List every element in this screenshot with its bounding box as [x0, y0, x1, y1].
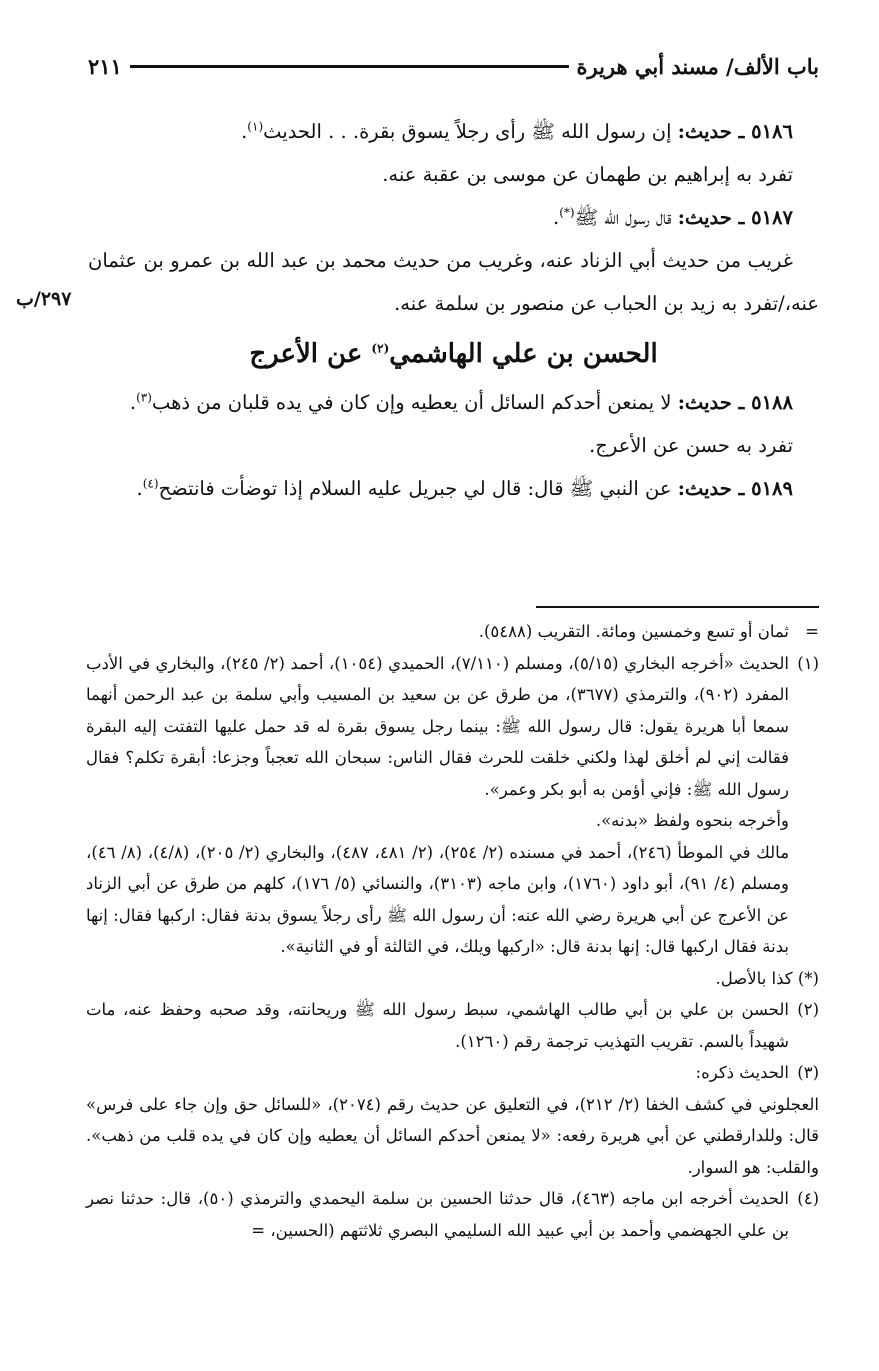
footnote-ref: (٤)	[142, 476, 159, 491]
footnote-1-line: مالك في الموطأ (٢٤٦)، أحمد في مسنده (٢/ ٢٥٤)، (٢/ ٤٨١، ٤٨٧)، والبخاري (٢/ ٢٠٥)، (٤/٨)، (٨/ ٤٦)، ومسلم (٤/ ٩١)، أبو داود (١٧٦٠)، وابن ماجه (٣١٠٣)، والنسائي (٥/ ١٧٦)، كلهم من طرق عن أبي الزناد عن الأعرج عن أبي هريرة رضي الله عنه: أن رسول الله ﷺ رأى رجلاً يسوق بدنة فقال: اركبها فقال: إنها بدنة فقال اركبها قال: إنها بدنة قال: «اركبها ويلك، في الثالثة أو في الثانية».	[86, 842, 790, 956]
footnote-4	[86, 1183, 819, 1246]
hadith-end: .	[136, 477, 143, 500]
footnote-number: (٣)	[797, 1063, 819, 1082]
footnote-number: (٢)	[797, 1000, 819, 1019]
footnotes	[86, 616, 819, 1246]
hadith-5186	[88, 110, 819, 153]
footnote-ref: (٢)	[371, 341, 390, 356]
section-title-end: عن الأعرج	[249, 339, 372, 369]
footnote-text: ثمان أو تسع وخمسين ومائة. التقريب (٥٤٨٨).	[478, 622, 789, 641]
footnote-text: الحسن بن علي بن أبي طالب الهاشمي، سبط رسول الله ﷺ وريحانته، وقد صحبه وحفظ عنه، مات شهيداً بالسم. تقريب التهذيب ترجمة رقم (١٢٦٠).	[86, 1000, 789, 1051]
hadith-label: ٥١٨٦ ـ حديث:	[677, 120, 793, 143]
hadith-end: .	[241, 120, 248, 143]
footnote-1	[86, 648, 819, 806]
footnote-continuation	[86, 616, 819, 648]
hadith-end: .	[553, 206, 560, 229]
running-title: باب الألف/ مسند أبي هريرة	[576, 53, 819, 79]
footnote-ref: (*)	[559, 205, 575, 220]
commentary-paragraph: تفرد به إبراهيم بن طهمان عن موسى بن عقبة عنه.	[382, 163, 793, 186]
section-heading	[88, 331, 819, 377]
hadith-label: ٥١٨٨ ـ حديث:	[677, 391, 793, 414]
hadith-5189	[88, 467, 819, 510]
footnote-marker: =	[805, 622, 819, 641]
footnote-text: الحديث «أخرجه البخاري (٥/١٥)، ومسلم (٧/١١٠)، الحميدي (١٠٥٤)، أحمد (٢/ ٢٤٥)، والبخاري في الأدب المفرد (٩٠٢)، والترمذي (٣٦٧٧)، من طرق عن بن سعيد بن المسيب وأبي سلمة بن عبد الرحمن أنهما سمعا أبا هريرة يقول: قال رسول الله ﷺ: بينما رجل يسوق بقرة له قد حمل عليها التفتت إليه البقرة فقالت إني لم أخلق لهذا ولكني خلقت للحرث فقال الناس: سبحان الله تعجباً وجزعا: أبقرة تكلم؟ فقال رسول الله ﷺ: فإني أؤمن به أبو بكر وعمر».	[86, 653, 789, 799]
hadith-text: قال رسول الله ﷺ	[574, 206, 678, 229]
hadith-text: عن النبي ﷺ قال: قال لي جبريل عليه السلام إذا توضأت فانتضح	[158, 477, 678, 500]
commentary-paragraph: غريب من حديث أبي الزناد عنه، وغريب من حديث محمد بن عبد الله بن عمرو بن عثمان عنه،/تفرد به زيد بن الحباب عن منصور بن سلمة عنه.	[88, 249, 819, 315]
footnote-separator	[536, 606, 819, 608]
footnote-2	[86, 994, 819, 1057]
hadith-end: .	[129, 391, 137, 414]
hadith-text: إن رسول الله ﷺ رأى رجلاً يسوق بقرة. . . الحديث	[263, 120, 678, 143]
footnote-ref: (١)	[247, 119, 264, 134]
footnote-text: الحديث أخرجه ابن ماجه (٤٦٣)، قال حدثنا الحسين بن سلمة اليحمدي والترمذي (٥٠)، قال: حدثنا نصر بن علي الجهضمي وأحمد بن أبي عبيد الله السليمي البصري ثلاثتهم (الحسين، =	[86, 1189, 789, 1240]
footnote-1-line: وأخرجه بنحوه ولفظ «بدنه».	[595, 811, 789, 830]
footnote-number: (١)	[797, 653, 819, 673]
hadith-label: ٥١٨٩ ـ حديث:	[677, 477, 793, 500]
footnote-ref: (٣)	[136, 390, 152, 405]
main-text	[88, 110, 819, 510]
star-note: (*) كذا بالأصل.	[715, 968, 819, 988]
hadith-text: لا يمنعن أحدكم السائل أن يعطيه وإن كان في يده قلبان من ذهب	[151, 391, 678, 414]
page-number: ٢١١	[88, 53, 122, 79]
margin-folio-note: ٢٩٧/ب	[16, 288, 72, 310]
footnote-3	[86, 1057, 819, 1089]
commentary-paragraph: تفرد به حسن عن الأعرج.	[589, 434, 793, 457]
page-header	[88, 46, 819, 86]
hadith-5187	[88, 196, 819, 239]
footnote-number: (٤)	[797, 1189, 819, 1208]
footnote-text: الحديث ذكره:	[695, 1063, 789, 1082]
header-rule	[130, 65, 569, 68]
hadith-label: ٥١٨٧ ـ حديث:	[677, 206, 793, 229]
footnote-3-line: العجلوني في كشف الخفا (٢/ ٢١٢)، في التعليق عن حديث رقم (٢٠٧٤)، «للسائل حق وإن جاء على فرس» قال: وللدارقطني عن أبي هريرة رفعه: «لا يمنعن أحدكم السائل أن يعطيه وإن كان في يده قلب من ذهب». والقلب: هو السوار.	[86, 1094, 819, 1177]
hadith-5188	[88, 381, 819, 424]
section-title: الحسن بن علي الهاشمي	[389, 339, 658, 369]
